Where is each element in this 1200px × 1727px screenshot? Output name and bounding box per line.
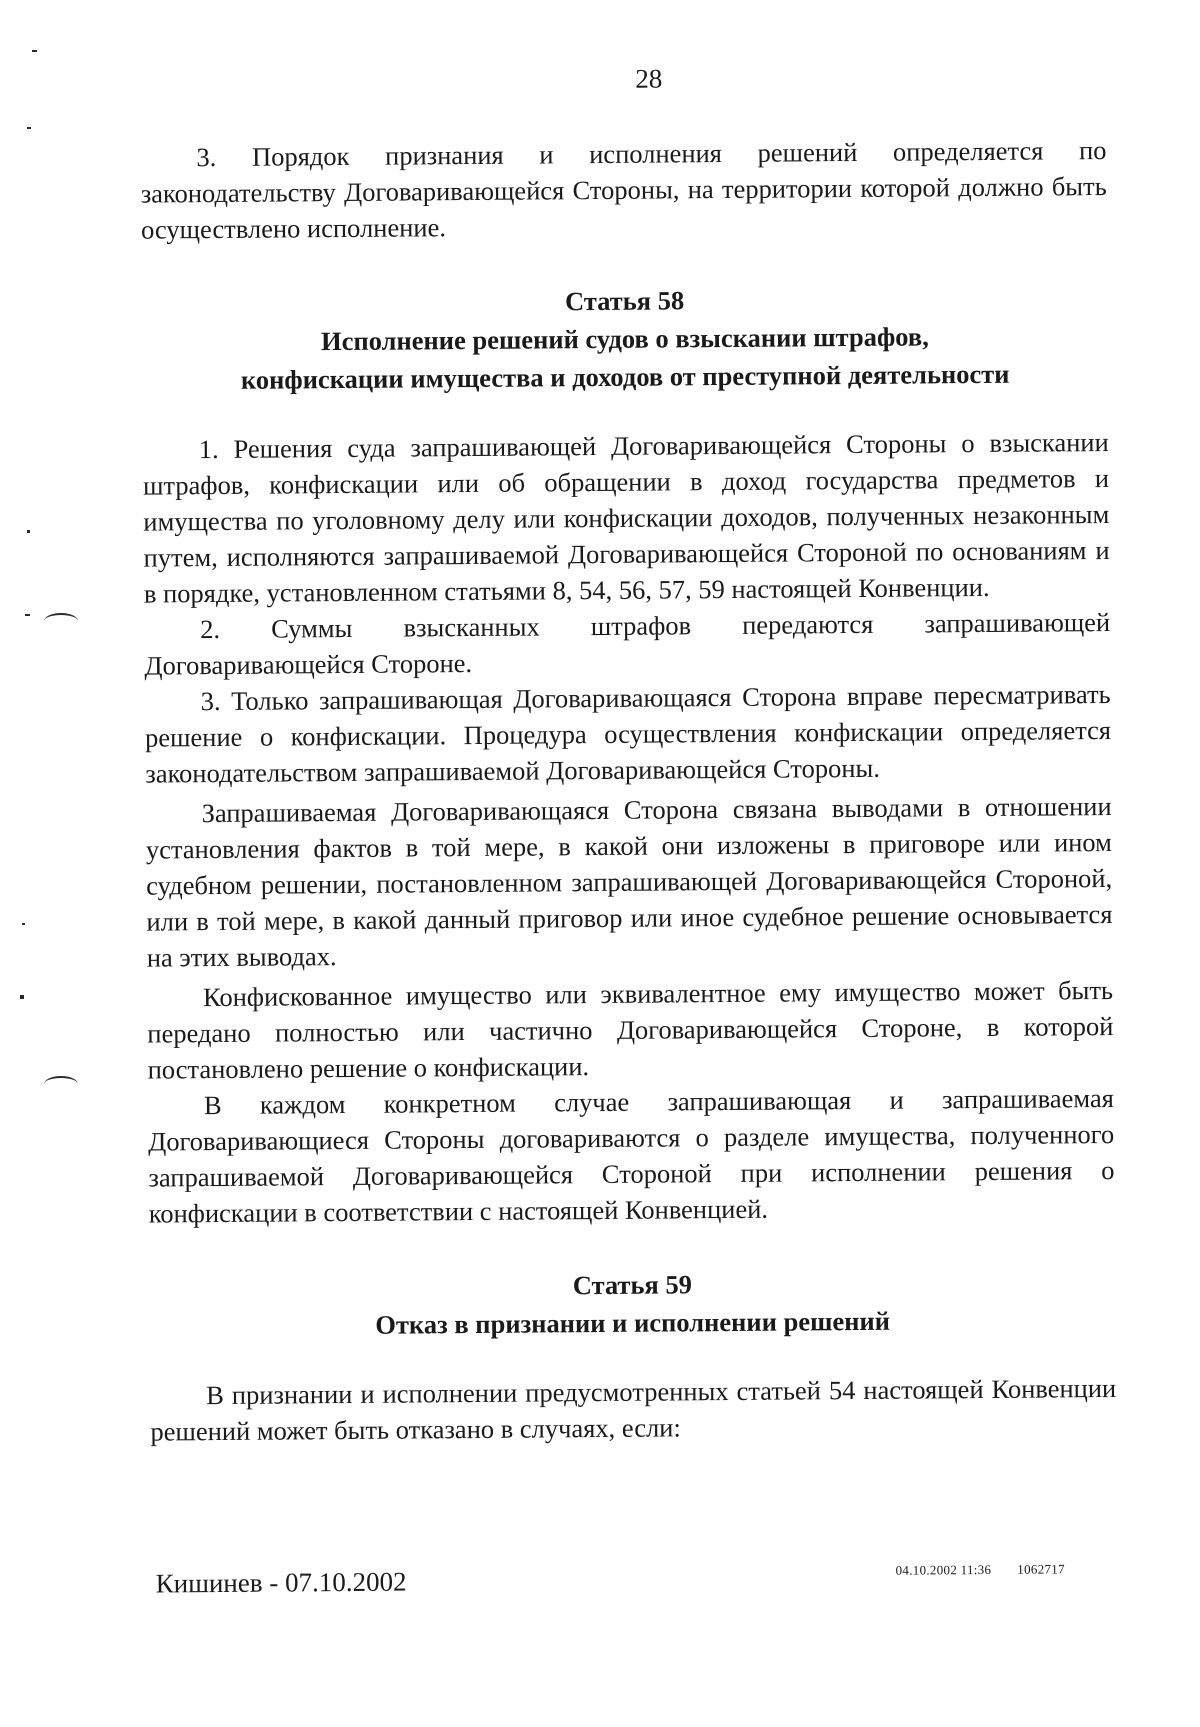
footer-stamp [896, 1561, 1091, 1579]
footer-stamp-datetime: 04.10.2002 11:36 [895, 1561, 992, 1578]
article-58-paragraph-3: 3. Только запрашивающая Договаривающаяся Сторона вправе пересматривать решение о конфискации. Процедура осуществления конфискации определяется законодательством запрашиваемой Договаривающейся Стороны. [144, 678, 1112, 789]
scan-speck [25, 614, 30, 616]
scan-speck [27, 127, 31, 129]
binding-hole-arc [44, 613, 78, 629]
article-59-number: Статья 59 [572, 1269, 693, 1301]
article-58-paragraph-1: 1. Решения суда запрашивающей Договаривающейся Стороны о взыскании штрафов, конфискации или об обращении в доход государства предметов и имущества по уголовному делу или конфискации доходов, полученных незаконным путем, исполняются запрашиваемой Договаривающейся Стороной по основаниям и в порядке, установленном статьями 8, 54, 56, 57, 59 настоящей Конвенции. [142, 426, 1110, 609]
document-body [140, 132, 1116, 1450]
page-number: 28 [635, 63, 663, 94]
footer-place-date: Кишинев - 07.10.2002 [155, 1566, 407, 1599]
footer-doc-code: 1062717 [1017, 1561, 1065, 1577]
intro-paragraph-first-line: 3. Порядок признания и исполнения решений определяется по [196, 135, 1107, 173]
scan-speck [20, 995, 24, 999]
article-59-title: Отказ в признании и исполнении решений [375, 1305, 891, 1340]
article-58-paragraph-4: Запрашиваемая Договаривающаяся Сторона связана выводами в отношении установления фактов в той мере, в какой они изложены в приговоре или ином судебном решении, постановленном запрашивающей Договаривающейся Стороной, или в той мере, в какой данный приговор или иное судебное решение основывается на этих выводах. [145, 790, 1113, 973]
article-58-heading [141, 278, 1108, 400]
article-58-paragraph-2: 2. Суммы взысканных штрафов передаются запрашивающей Договаривающейся Стороне. [144, 606, 1111, 681]
article-59-paragraph-1: В признании и исполнении предусмотренных статьей 54 настоящей Конвенции решений может быть отказано в случаях, если: [150, 1372, 1117, 1447]
article-58-title-line-2: конфискации имущества и доходов от преступной деятельности [240, 358, 1010, 395]
scan-speck [22, 923, 25, 925]
article-59-heading [149, 1262, 1116, 1346]
article-58-paragraph-6: В каждом конкретном случае запрашивающая и запрашиваемая Договаривающиеся Стороны договариваются о разделе имущества, полученного запрашиваемой Договаривающейся Стороной при исполнении решения о конфискации в соответствии с настоящей Конвенцией. [148, 1082, 1115, 1229]
article-58-number: Статья 58 [564, 285, 685, 317]
binding-hole-arc [44, 1076, 78, 1092]
scan-speck [27, 530, 30, 533]
article-58-title-line-1: Исполнение решений судов о взыскании штрафов, [320, 321, 929, 357]
intro-paragraph-continuation: законодательству Договаривающейся Стороны, на территории которой должно быть осуществлено исполнение. [140, 170, 1107, 245]
article-58-paragraph-5: Конфискованное имущество или эквивалентное ему имущество может быть передано полностью или частично Договаривающейся Стороне, в которой постановлено решение о конфискации. [147, 974, 1114, 1085]
scan-speck [32, 50, 37, 52]
